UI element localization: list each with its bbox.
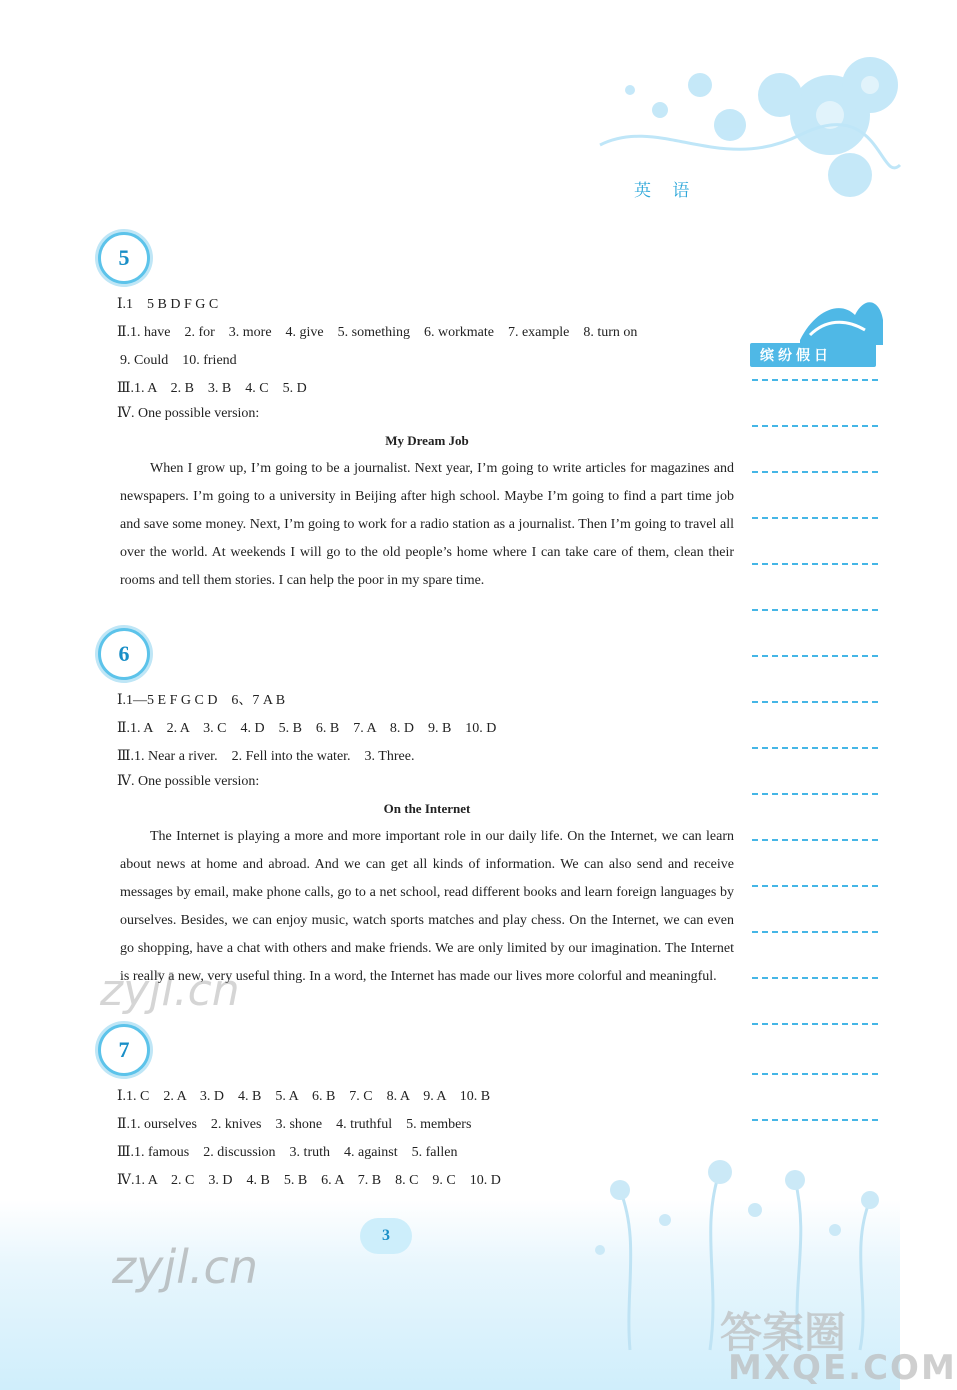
note-line <box>752 701 878 703</box>
note-line <box>752 1119 878 1121</box>
note-line <box>752 563 878 565</box>
answer-line: Ⅱ.1. ourselves 2. knives 3. shone 4. truthful 5. members <box>117 1117 472 1132</box>
watermark-site: zyjl.cn <box>112 1240 258 1294</box>
watermark-site-overlay: zyjl.cn <box>100 965 240 1016</box>
note-line <box>752 931 878 933</box>
answer-line: Ⅲ.1. famous 2. discussion 3. truth 4. against 5. fallen <box>117 1145 458 1160</box>
section-badge-5: 5 <box>98 232 150 284</box>
answer-line: Ⅳ.1. A 2. C 3. D 4. B 5. B 6. A 7. B 8. C 9. C 10. D <box>117 1173 501 1188</box>
page-number: 3 <box>360 1218 412 1254</box>
note-line <box>752 793 878 795</box>
answer-line: Ⅰ.1—5 E F G C D 6、7 A B <box>117 693 286 708</box>
note-line <box>752 885 878 887</box>
note-line <box>752 747 878 749</box>
wave-decoration <box>795 290 885 350</box>
answer-line: Ⅱ.1. have 2. for 3. more 4. give 5. something 6. workmate 7. example 8. turn on <box>117 325 638 340</box>
answer-line: Ⅲ.1. Near a river. 2. Fell into the water. 3. Three. <box>117 749 415 764</box>
answer-line: Ⅱ.1. A 2. A 3. C 4. D 5. B 6. B 7. A 8. D 9. B 10. D <box>117 721 497 736</box>
note-line <box>752 471 878 473</box>
note-line <box>752 1073 878 1075</box>
answer-line: Ⅲ.1. A 2. B 3. B 4. C 5. D <box>117 381 307 396</box>
answer-line: 9. Could 10. friend <box>120 353 237 368</box>
answer-line: Ⅰ.1. C 2. A 3. D 4. B 5. A 6. B 7. C 8. A 9. A 10. B <box>117 1089 491 1104</box>
note-line <box>752 609 878 611</box>
subject-title: 英 语 <box>634 181 698 201</box>
essay-title: On the Internet <box>383 801 471 816</box>
answer-line: Ⅰ.1 5 B D F G C <box>117 297 219 312</box>
flower-decoration <box>580 55 900 225</box>
answer-line: Ⅳ. One possible version: <box>117 406 260 421</box>
note-line <box>752 379 878 381</box>
side-label: 缤纷假日 <box>750 343 876 367</box>
essay-paragraph: When I grow up, I’m going to be a journalist. Next year, I’m going to write articles for magazines and newspapers. I’m going to a university in Beijing after high school. Maybe I’m going to find a part time job and save some money. Next, I’m going to work for a radio station as a journalist. Then I’m going to travel all over the world. At weekends I will go to the old people’s home where I can take care of them, clean their rooms and tell them stories. I can help the poor in my spare time. <box>120 461 734 588</box>
note-line <box>752 1023 878 1025</box>
note-line <box>752 839 878 841</box>
essay-title: My Dream Job <box>385 433 469 448</box>
answer-line: Ⅳ. One possible version: <box>117 774 260 789</box>
note-line <box>752 977 878 979</box>
watermark-brand: 答案圈 <box>720 1308 847 1357</box>
note-line <box>752 655 878 657</box>
note-line <box>752 425 878 427</box>
essay-paragraph: The Internet is playing a more and more important role in our daily life. On the Internet, we can learn about news at home and abroad. And we can get all kinds of information. We can also send and receive messages by email, make phone calls, go to a net school, read different books and learn foreign languages by ourselves. Besides, we can enjoy music, watch sports matches and play chess. On the Internet, we can even go shopping, have a chat with others and make friends. We are only limited by our imagination. The Internet is really a new, very useful thing. In a word, the Internet has made our lives more colorful and meaningful. <box>120 829 734 984</box>
section-badge-7: 7 <box>98 1024 150 1076</box>
watermark-domain: MXQE.COM <box>728 1348 957 1388</box>
note-line <box>752 517 878 519</box>
section-badge-6: 6 <box>98 628 150 680</box>
